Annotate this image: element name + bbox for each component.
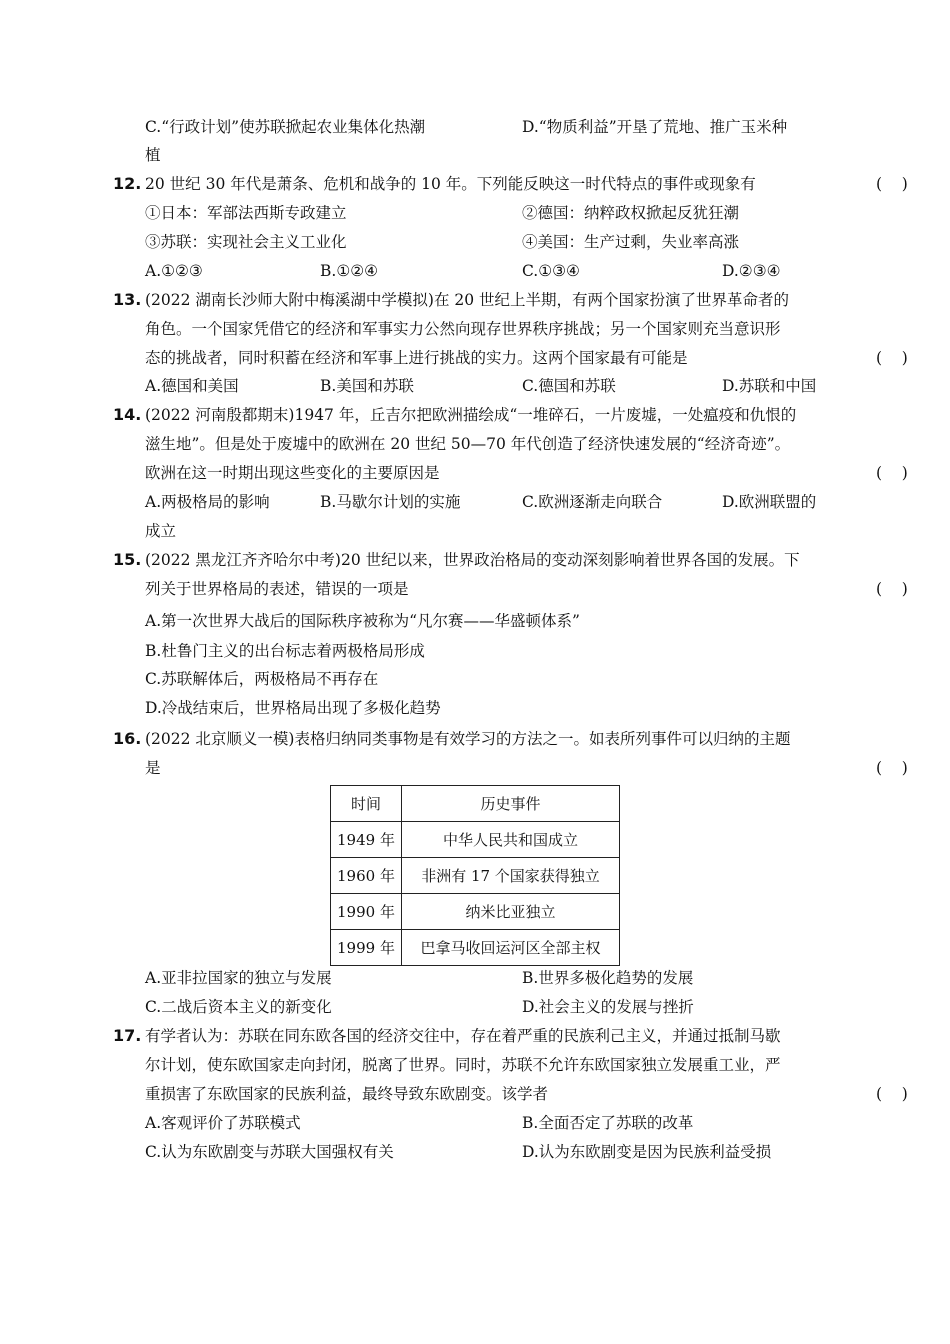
table-row [331, 894, 620, 930]
question-number: 13. [113, 290, 142, 309]
question-stem: 20 世纪 30 年代是萧条、危机和战争的 10 年。下列能反映这一时代特点的事件或现象有 [145, 175, 756, 193]
q11-option-c: C.“行政计划”使苏联掀起农业集体化热潮 [145, 118, 426, 136]
question-stem: (2022 黑龙江齐齐哈尔中考)20 世纪以来，世界政治格局的变动深刻影响着世界各国的发展。下 [145, 551, 800, 569]
table-row [331, 930, 620, 966]
option-b: B.全面否定了苏联的改革 [522, 1114, 694, 1132]
table-row [331, 822, 620, 858]
option-c: C.苏联解体后，两极格局不再存在 [145, 670, 379, 688]
answer-bracket: ( ) [876, 1085, 908, 1103]
item: ①日本：军部法西斯专政建立 [145, 204, 347, 222]
question-stem: (2022 北京顺义一模)表格归纳同类事物是有效学习的方法之一。如表所列事件可以归纳的主题 [145, 730, 791, 748]
table-row [331, 858, 620, 894]
question-stem: 列关于世界格局的表述，错误的一项是 [145, 580, 409, 598]
table-cell: 1960 年 [331, 858, 402, 894]
option-c: C.德国和苏联 [522, 377, 616, 395]
option-a: A.第一次世界大战后的国际秩序被称为“凡尔赛——华盛顿体系” [145, 612, 580, 630]
answer-bracket: ( ) [876, 580, 908, 598]
table-cell: 巴拿马收回运河区全部主权 [402, 930, 620, 966]
option-b: B.杜鲁门主义的出台标志着两极格局形成 [145, 642, 425, 660]
table-header-row [331, 786, 620, 822]
table-cell: 纳米比亚独立 [402, 894, 620, 930]
question-number: 17. [113, 1026, 142, 1045]
option-b: B.美国和苏联 [320, 377, 414, 395]
option-b: B.世界多极化趋势的发展 [522, 969, 694, 987]
table-cell: 中华人民共和国成立 [402, 822, 620, 858]
answer-bracket: ( ) [876, 464, 908, 482]
option-d: D.冷战结束后，世界格局出现了多极化趋势 [145, 699, 441, 717]
table-cell: 1990 年 [331, 894, 402, 930]
answer-bracket: ( ) [876, 349, 908, 367]
table-cell: 1999 年 [331, 930, 402, 966]
table-cell: 非洲有 17 个国家获得独立 [402, 858, 620, 894]
table-header: 历史事件 [402, 786, 620, 822]
option-a: A.①②③ [145, 262, 203, 280]
option-a: A.两极格局的影响 [145, 493, 270, 511]
option-c: C.认为东欧剧变与苏联大国强权有关 [145, 1143, 394, 1161]
answer-bracket: ( ) [876, 175, 908, 193]
events-table [330, 785, 620, 966]
question-stem: 态的挑战者，同时积蓄在经济和军事上进行挑战的实力。这两个国家最有可能是 [145, 349, 688, 367]
question-number: 16. [113, 729, 142, 748]
item: ②德国：纳粹政权掀起反犹狂潮 [522, 204, 740, 222]
option-d-cont: 成立 [145, 522, 177, 540]
item: ③苏联：实现社会主义工业化 [145, 233, 347, 251]
option-d: D.社会主义的发展与挫折 [522, 998, 694, 1016]
option-c: C.二战后资本主义的新变化 [145, 998, 332, 1016]
option-c: C.欧洲逐渐走向联合 [522, 493, 663, 511]
question-number: 12. [113, 174, 142, 193]
question-stem: 是 [145, 759, 161, 777]
option-c: C.①③④ [522, 262, 580, 280]
question-stem: 有学者认为：苏联在同东欧各国的经济交往中，存在着严重的民族利己主义，并通过抵制马歇 [145, 1027, 781, 1045]
question-stem: 尔计划，使东欧国家走向封闭，脱离了世界。同时，苏联不允许东欧国家独立发展重工业，严 [145, 1056, 781, 1074]
question-stem: 重损害了东欧国家的民族利益，最终导致东欧剧变。该学者 [145, 1085, 549, 1103]
option-a: A.客观评价了苏联模式 [145, 1114, 301, 1132]
item: ④美国：生产过剩，失业率高涨 [522, 233, 740, 251]
question-stem: (2022 河南殷都期末)1947 年，丘吉尔把欧洲描绘成“一堆碎石，一片废墟，一处瘟疫和仇恨的 [145, 406, 797, 424]
question-stem: 滋生地”。但是处于废墟中的欧洲在 20 世纪 50—70 年代创造了经济快速发展的“经济奇迹”。 [145, 435, 791, 453]
option-b: B.马歇尔计划的实施 [320, 493, 461, 511]
option-d: D.②③④ [722, 262, 781, 280]
option-d: D.欧洲联盟的 [722, 493, 817, 511]
option-d: D.认为东欧剧变是因为民族利益受损 [522, 1143, 772, 1161]
table-cell: 1949 年 [331, 822, 402, 858]
option-a: A.亚非拉国家的独立与发展 [145, 969, 332, 987]
question-number: 14. [113, 405, 142, 424]
question-stem: (2022 湖南长沙师大附中梅溪湖中学模拟)在 20 世纪上半期，有两个国家扮演了世界革命者的 [145, 291, 790, 309]
option-d: D.苏联和中国 [722, 377, 817, 395]
option-a: A.德国和美国 [145, 377, 239, 395]
option-b: B.①②④ [320, 262, 379, 280]
question-stem: 欧洲在这一时期出现这些变化的主要原因是 [145, 464, 440, 482]
q11-option-d: D.“物质利益”开垦了荒地、推广玉米种 [522, 118, 788, 136]
answer-bracket: ( ) [876, 759, 908, 777]
question-stem: 角色。一个国家凭借它的经济和军事实力公然向现存世界秩序挑战；另一个国家则充当意识形 [145, 320, 781, 338]
question-number: 15. [113, 550, 142, 569]
table-header: 时间 [331, 786, 402, 822]
q11-option-d-cont: 植 [145, 146, 161, 164]
